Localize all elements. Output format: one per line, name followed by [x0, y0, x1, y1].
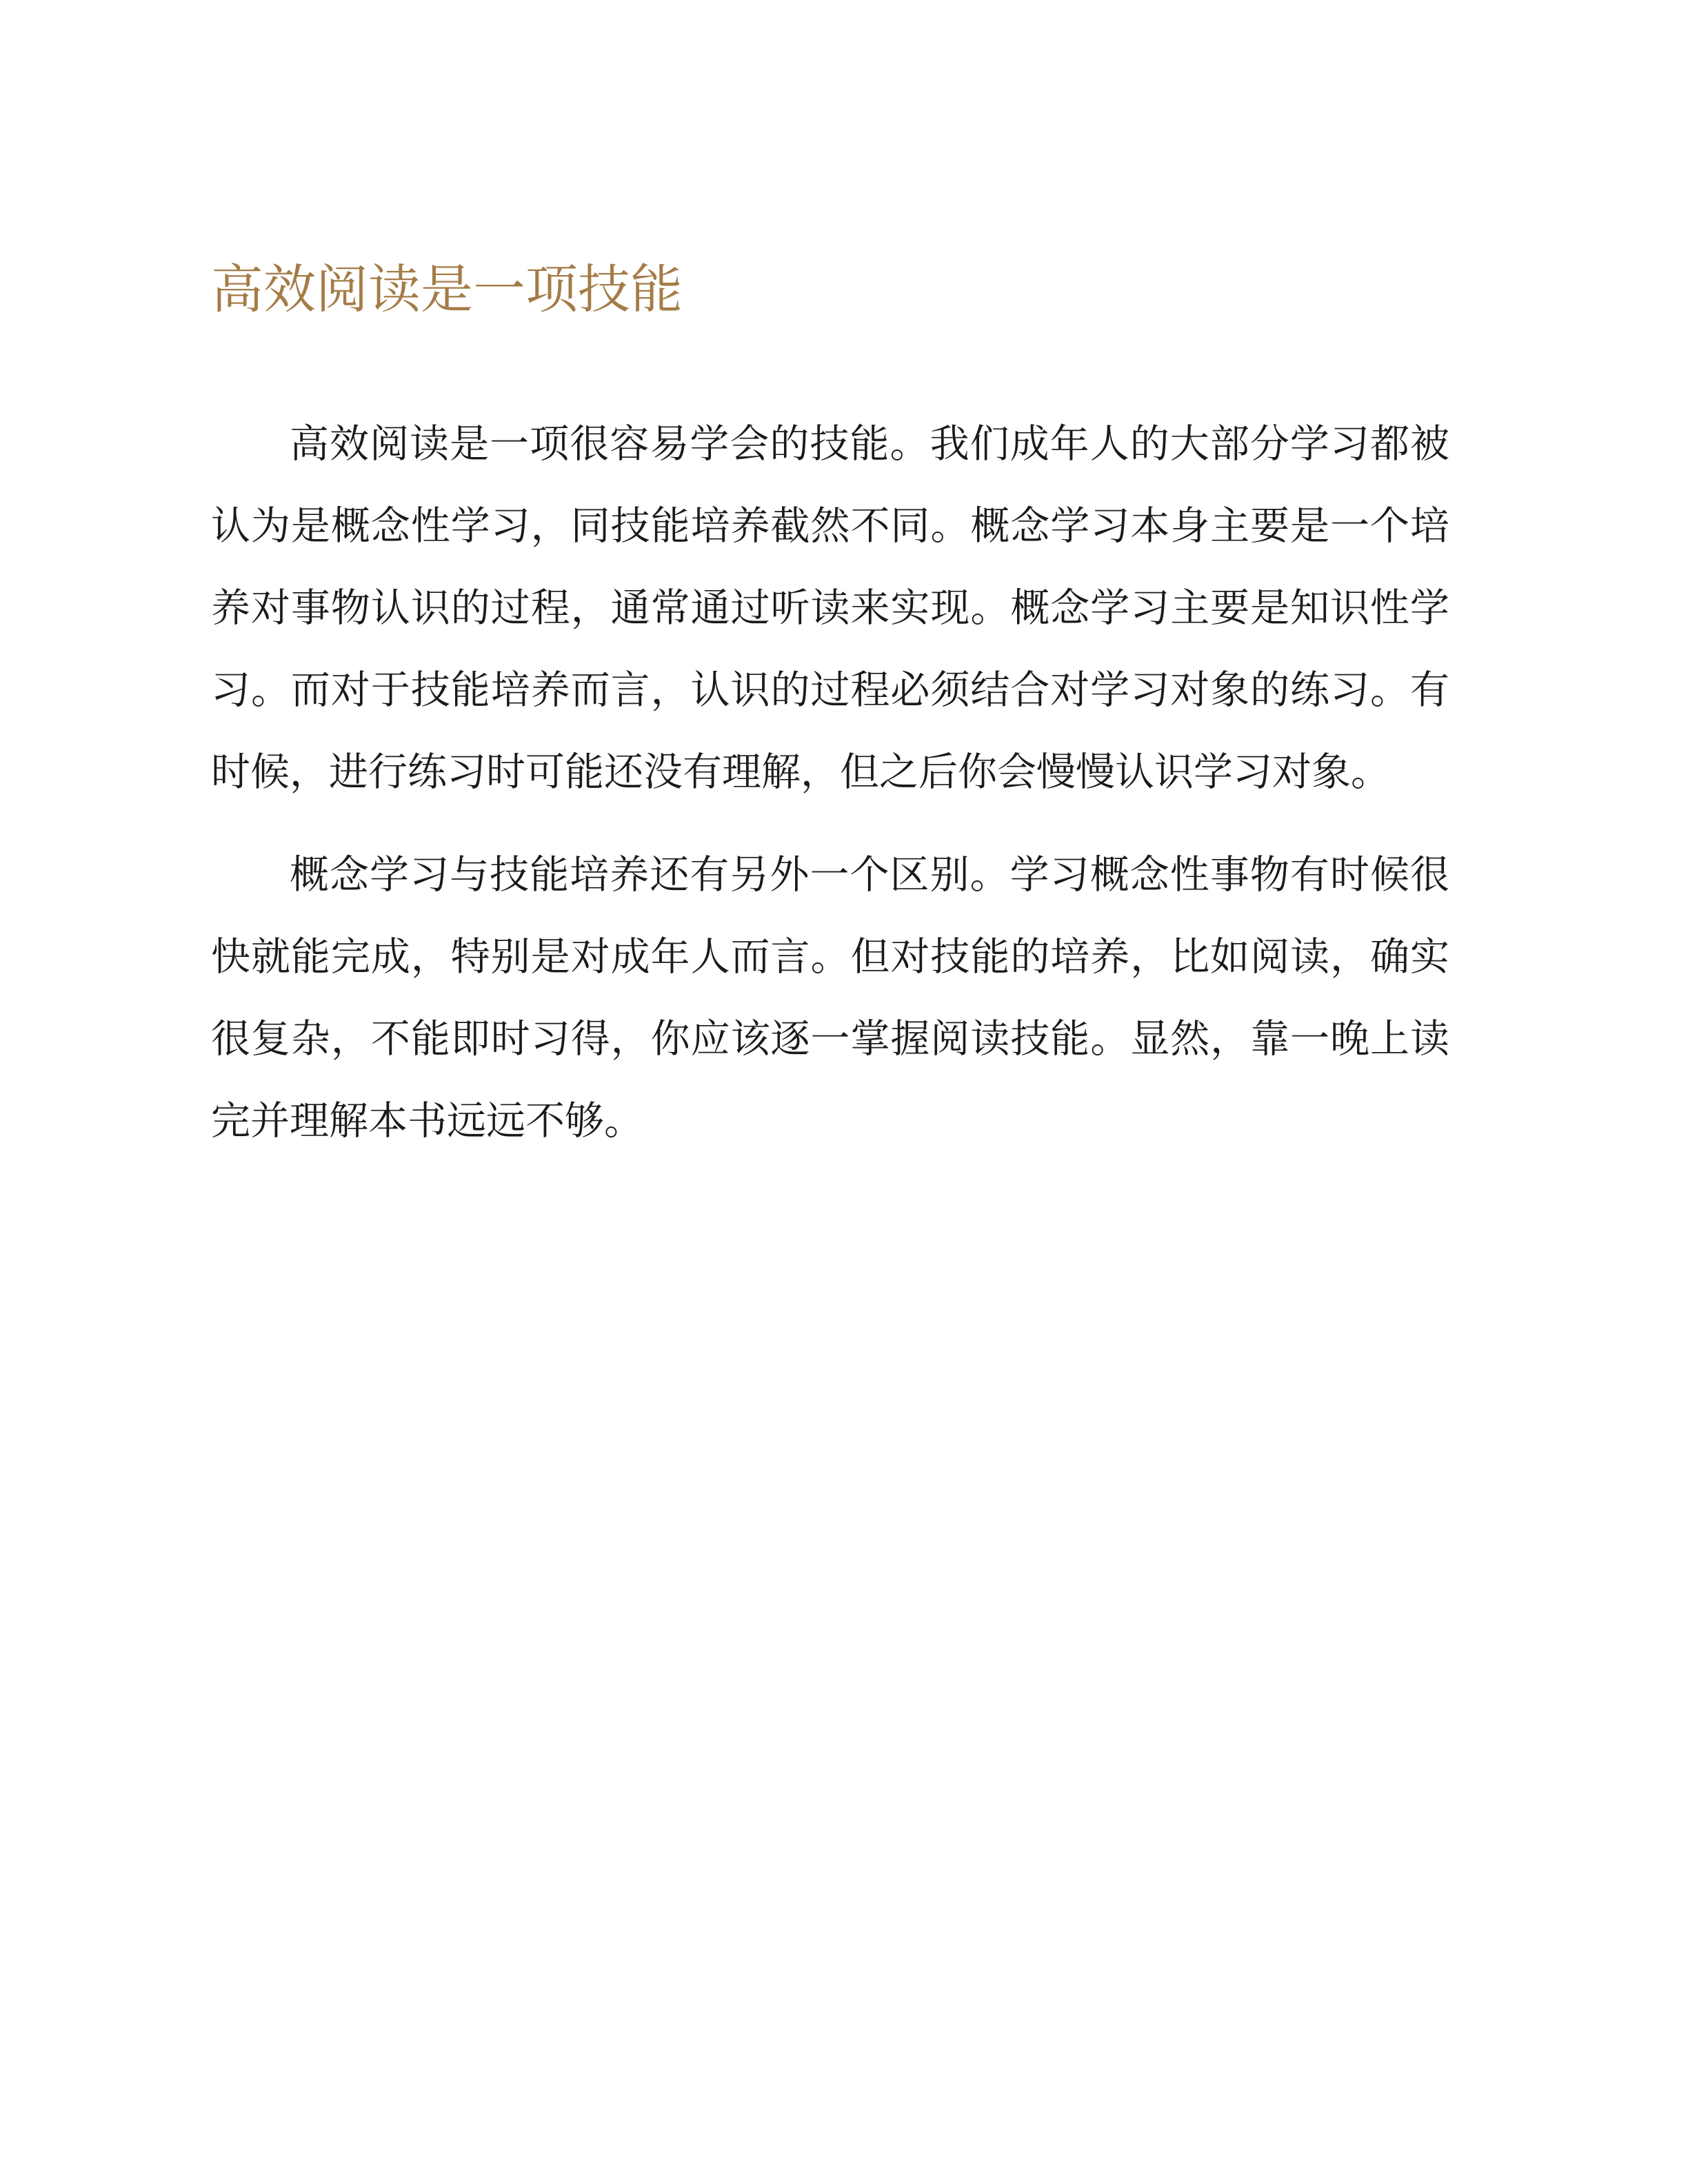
paragraph-2: 概念学习与技能培养还有另外一个区别。学习概念性事物有时候很快就能完成，特别是对成年人而言。但对技能的培养，比如阅读，确实很复杂，不能即时习得，你应该逐一掌握阅读技能。显然，靠一晚上读完并理解本书远远不够。: [211, 852, 1449, 1144]
page-title: 高效阅读是一项技能: [211, 259, 683, 320]
paragraph-1: 高效阅读是一项很容易学会的技能。我们成年人的大部分学习都被认为是概念性学习，同技能培养截然不同。概念学习本身主要是一个培养对事物认识的过程，通常通过听读来实现。概念学习主要是知识性学习。而对于技能培养而言，认识的过程必须结合对学习对象的练习。有时候，进行练习时可能还没有理解，但之后你会慢慢认识学习对象。: [211, 421, 1449, 795]
body-text: [211, 403, 1449, 1162]
